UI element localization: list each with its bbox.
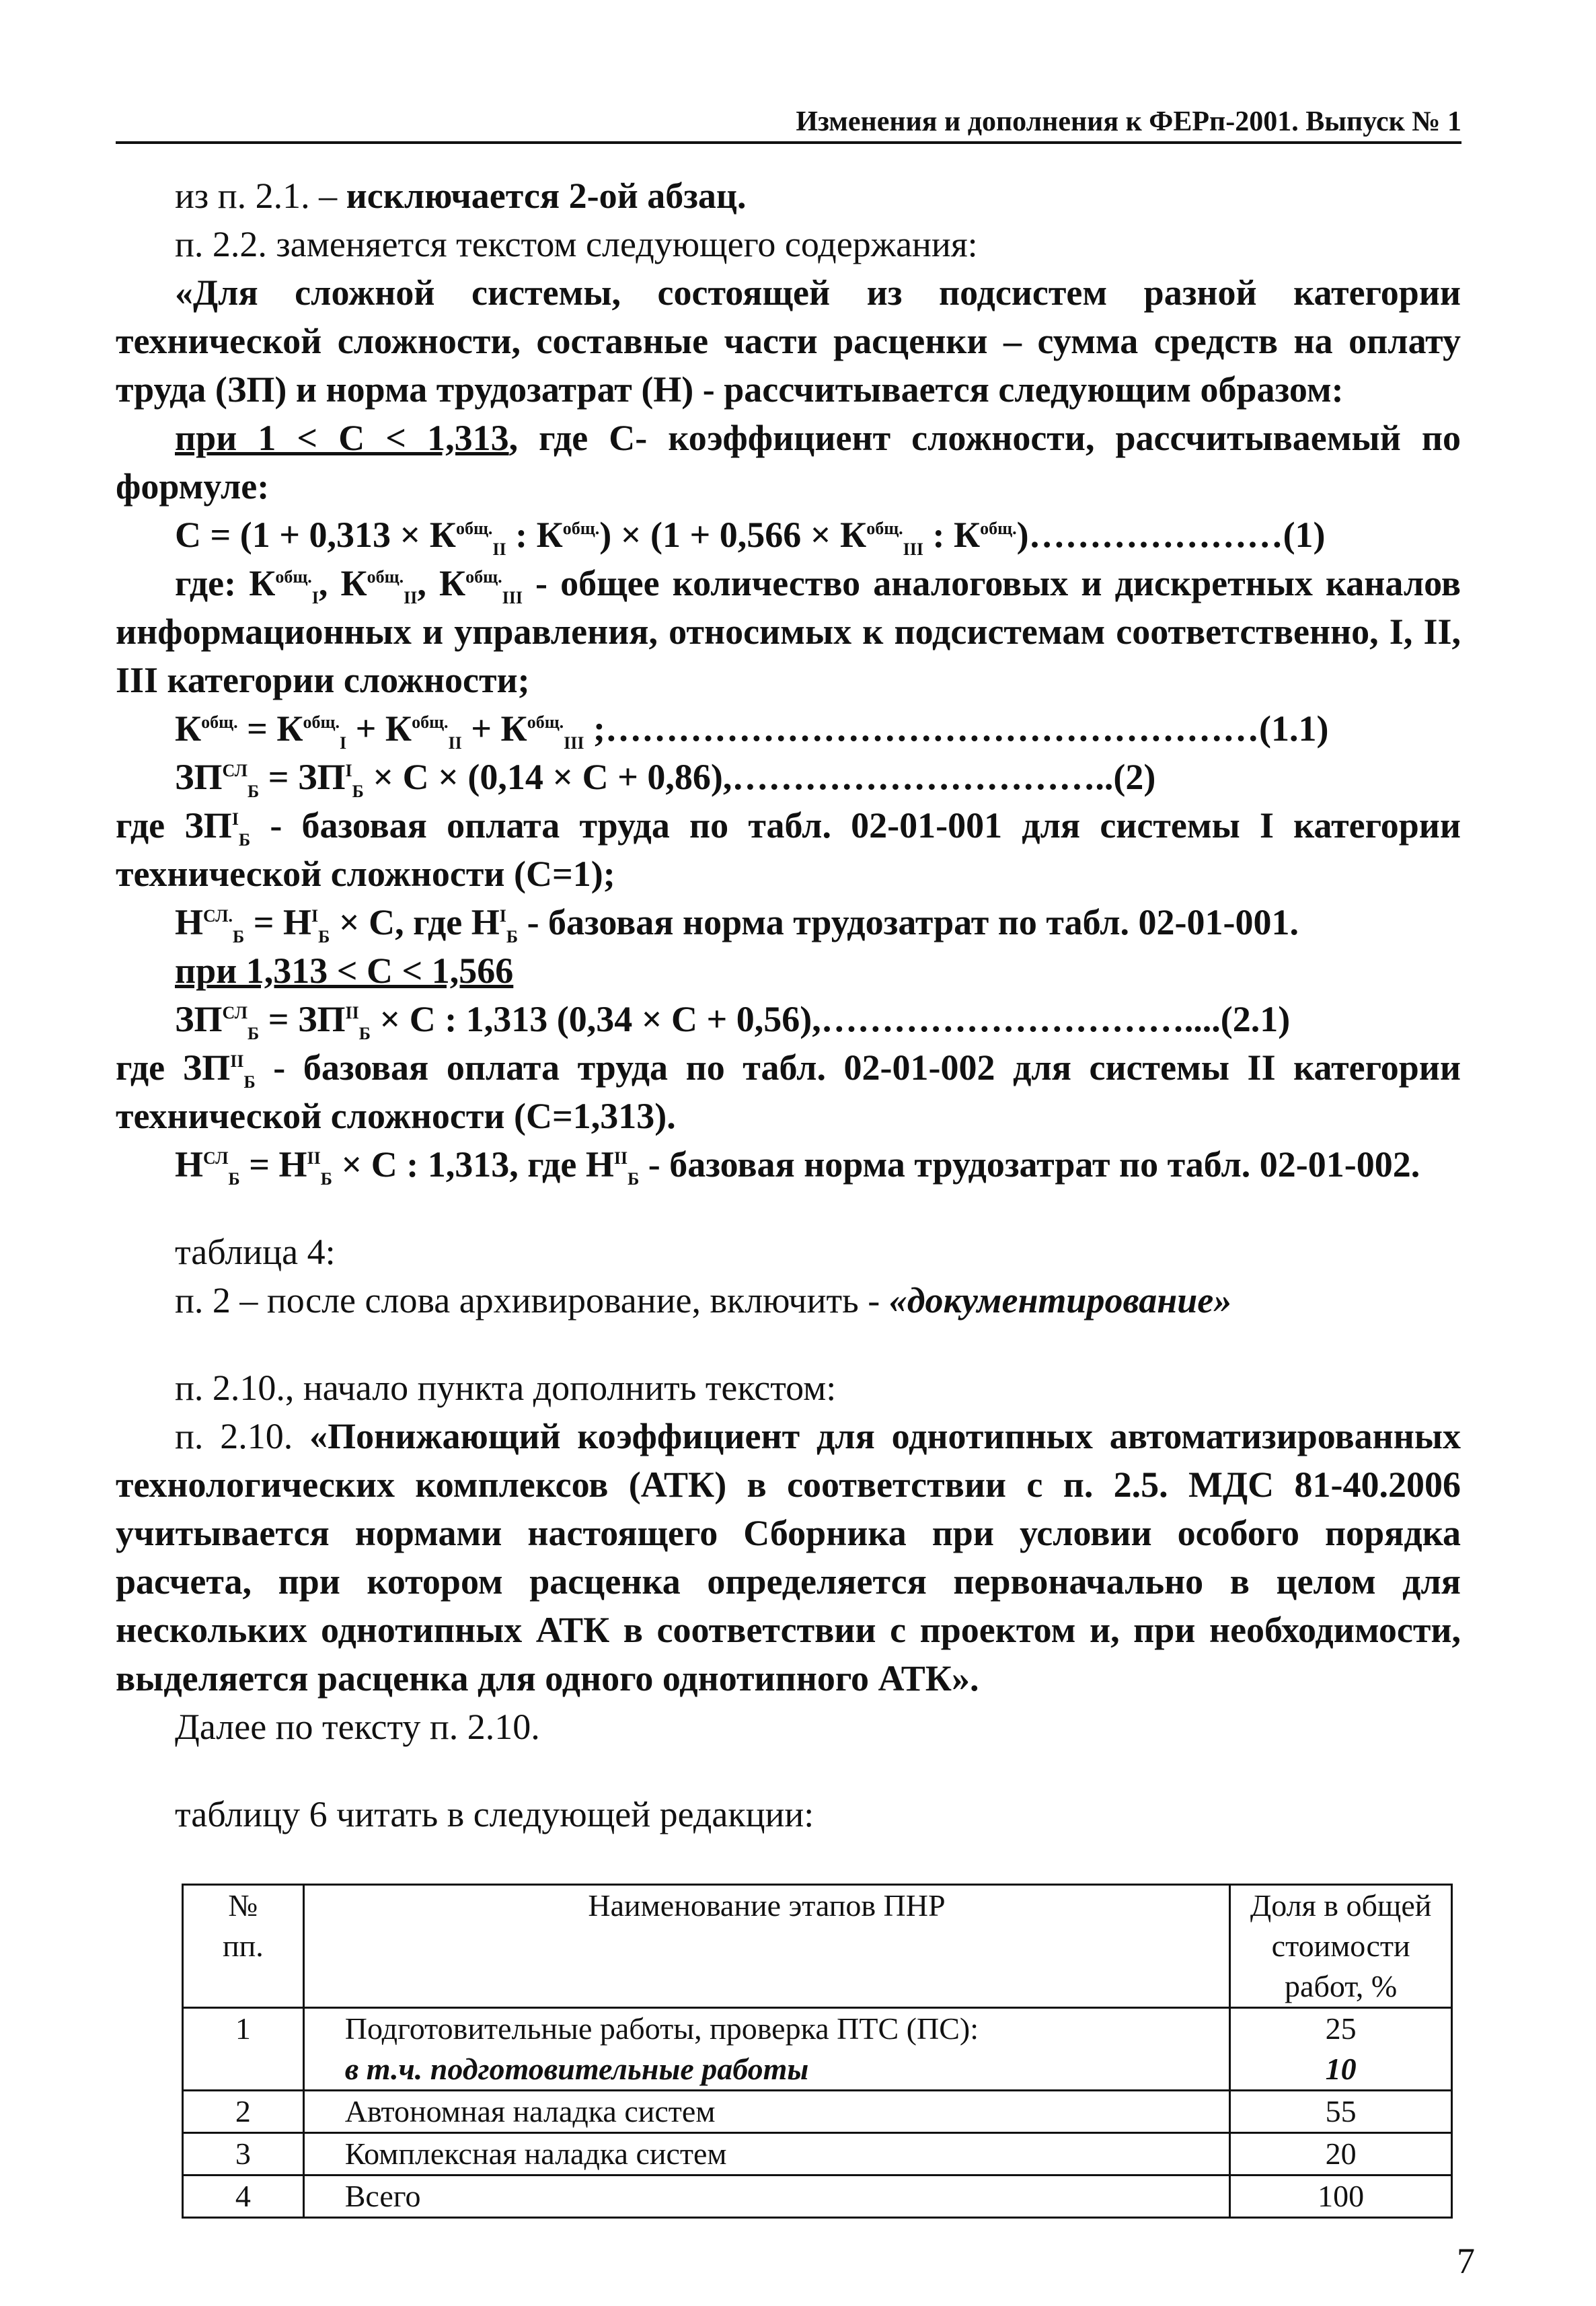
pnr-stages-table (182, 1884, 1453, 2219)
table-header-row (183, 1885, 1452, 2008)
cell-num: 2 (183, 2091, 304, 2133)
t: , К (417, 563, 466, 603)
formula-2-explanation (116, 801, 1461, 898)
t: СЛ (222, 1003, 248, 1022)
t: Б (628, 1168, 640, 1189)
t: Б (320, 1168, 332, 1189)
t: Б (506, 926, 519, 946)
t: общ. (275, 567, 312, 587)
t: в т.ч. подготовительные работы (344, 2052, 809, 2086)
t: Б (358, 1023, 371, 1043)
t: СЛ (203, 1148, 229, 1168)
t: Б (228, 1168, 240, 1189)
t: общ. (562, 519, 600, 538)
t: + К (346, 708, 412, 749)
t: , К (318, 563, 367, 603)
condition-1 (116, 414, 1461, 511)
header-name: Наименование этапов ПНР (303, 1885, 1230, 2008)
t: СЛ. (203, 906, 233, 926)
paragraph-complex-system: «Для сложной системы, состоящей из подсистем разной категории технической сложности, составные части расценки – сумма средств на оплату труда (ЗП) и норма трудозатрат (Н) - рассчитывается следующим образом: (116, 272, 1461, 410)
t: Б (318, 926, 330, 946)
header-num (183, 1885, 304, 2008)
t: ЗП (175, 999, 223, 1039)
table-4-change (116, 1276, 1461, 1325)
cell-name (303, 2008, 1230, 2091)
t: I (311, 906, 319, 926)
line-2-2: п. 2.2. заменяется текстом следующего содержания: (175, 224, 978, 264)
t: СЛ (222, 761, 248, 780)
t: ЗП (175, 757, 223, 797)
t: = ЗП (259, 757, 346, 797)
t: II (404, 587, 418, 607)
norm-1 (116, 898, 1461, 946)
t: - общее количество аналоговых и дискретных каналов информационных и управления, относимых к подсистемам соответственно, I, II, III категории сложности; (116, 563, 1461, 700)
t: где: К (175, 563, 276, 603)
t: где ЗП (116, 1047, 231, 1088)
cell-num: 3 (183, 2133, 304, 2175)
body-text (116, 172, 1461, 1838)
cell-num: 1 (183, 2008, 304, 2091)
t: Б (238, 829, 251, 850)
page-number: 7 (1457, 2241, 1475, 2281)
t: - базовая оплата труда по табл. 02-01-001 для системы I категории технической сложности (С=1); (116, 805, 1461, 894)
t: III (564, 733, 584, 753)
formula-2 (116, 753, 1461, 801)
condition-2 (116, 946, 1461, 995)
t: - базовая оплата труда по табл. 02-01-002 для системы II категории технической сложности (С=1,313). (116, 1047, 1461, 1136)
t: - базовая норма трудозатрат по табл. 02-01-001. (518, 902, 1299, 942)
t: общ. (980, 519, 1017, 538)
t: : К (506, 515, 563, 555)
t: : К (923, 515, 981, 555)
t: ) × (1 + 0,566 × К (599, 515, 867, 555)
cell-share: 55 (1230, 2091, 1452, 2133)
cell-share: 100 (1230, 2175, 1452, 2218)
cell-share (1230, 2008, 1452, 2091)
t: I (231, 809, 239, 829)
cell-name: Автономная наладка систем (303, 2091, 1230, 2133)
t: «Понижающий коэффициент для однотипных автоматизированных технологических комплексов (АТК) в соответствии с п. 2.5. МДС 81-40.2006 учитывается нормами настоящего Сборника при условии особого порядка расчета, при котором расценка определяется первоначально в целом для нескольких однотипных АТК в соответствии с проектом и, при необходимости, выделяется расценка для одного однотипного АТК». (116, 1416, 1461, 1699)
t: С = (1 + 0,313 × К (175, 515, 456, 555)
table-4-heading: таблица 4: (175, 1232, 336, 1272)
norm-2 (116, 1140, 1461, 1189)
t: 10 (1325, 2052, 1357, 2086)
t: где ЗП (116, 805, 232, 846)
t: Н (175, 1144, 204, 1185)
t: × С × (0,14 × С + 0,86),…………………………..(2) (363, 757, 1156, 797)
header-share (1230, 1885, 1452, 2008)
t: ;………………………………………………(1.1) (584, 708, 1329, 749)
t: К (175, 708, 202, 749)
t: Доля в общей (1250, 1888, 1432, 1923)
t: стоимости (1271, 1929, 1410, 1963)
t: I (499, 906, 506, 926)
t: Б (248, 1023, 260, 1043)
t: Б (352, 781, 364, 801)
t: II (492, 539, 506, 559)
t: общ. (201, 712, 238, 732)
t: «документирование» (888, 1280, 1232, 1321)
table-row (183, 2091, 1452, 2133)
p210-intro: п. 2.10., начало пункта дополнить текстом: (175, 1368, 837, 1408)
t: Б (233, 926, 245, 946)
t: № (228, 1888, 258, 1923)
table-6-heading: таблицу 6 читать в следующей редакции: (175, 1794, 814, 1834)
t: п. 2 – после слова архивирование, включить - (175, 1280, 889, 1321)
t: общ. (412, 712, 449, 732)
t: II (345, 1003, 359, 1022)
table-row (183, 2175, 1452, 2218)
t: Подготовительные работы, проверка ПТС (ПС): (344, 2011, 979, 2046)
table-row (183, 2008, 1452, 2091)
t: общ. (527, 712, 564, 732)
t: II (613, 1148, 628, 1168)
t: общ. (465, 567, 502, 587)
condition-range: при 1,313 < С < 1,566 (175, 951, 514, 991)
t: = ЗП (259, 999, 346, 1039)
t: Б (243, 1072, 256, 1092)
text-bold: исключается 2-ой абзац. (346, 176, 747, 216)
t: Б (248, 781, 260, 801)
t: + К (461, 708, 527, 749)
p210-continue: Далее по тексту п. 2.10. (175, 1707, 540, 1747)
t: I (311, 587, 319, 607)
t: 25 (1325, 2011, 1357, 2046)
text: , где С- коэффициент сложности, рассчитываемый по формуле: (116, 418, 1461, 507)
condition-range: при 1 < С < 1,313 (175, 418, 509, 458)
t: общ. (367, 567, 404, 587)
running-header: Изменения и дополнения к ФЕРп-2001. Выпуск № 1 (116, 106, 1461, 144)
t: III (502, 587, 523, 607)
formula-2-1-explanation (116, 1043, 1461, 1140)
t: II (307, 1148, 321, 1168)
t: = Н (244, 902, 312, 942)
table-row (183, 2133, 1452, 2175)
t: общ. (455, 519, 493, 538)
t: = К (237, 708, 303, 749)
cell-name: Комплексная наладка систем (303, 2133, 1230, 2175)
p210-text (116, 1412, 1461, 1703)
formula-1 (116, 511, 1461, 559)
cell-num: 4 (183, 2175, 304, 2218)
formula-1-1 (116, 704, 1461, 753)
text: из п. 2.1. – (175, 176, 346, 216)
t: Н (175, 902, 204, 942)
t: работ, % (1285, 1969, 1398, 2003)
t: п. 2.10. (175, 1416, 310, 1456)
t: III (903, 539, 923, 559)
t: )…………………(1) (1016, 515, 1326, 555)
t: = Н (239, 1144, 307, 1185)
line-2-1 (116, 172, 1461, 220)
t: × С : 1,313 (0,34 × С + 0,56),…………………………....(2.1) (370, 999, 1291, 1039)
t: I (345, 761, 352, 780)
t: - базовая норма трудозатрат по табл. 02-01-002. (639, 1144, 1420, 1185)
formula-2-1 (116, 995, 1461, 1043)
t: II (230, 1051, 244, 1071)
t: общ. (303, 712, 340, 732)
t: × С : 1,313, где Н (332, 1144, 614, 1185)
t: общ. (866, 519, 903, 538)
t: × С, где Н (330, 902, 500, 942)
t: II (448, 733, 462, 753)
cell-name: Всего (303, 2175, 1230, 2218)
t: пп. (223, 1929, 264, 1963)
cell-share: 20 (1230, 2133, 1452, 2175)
t: I (340, 733, 347, 753)
formula-1-explanation (116, 559, 1461, 704)
